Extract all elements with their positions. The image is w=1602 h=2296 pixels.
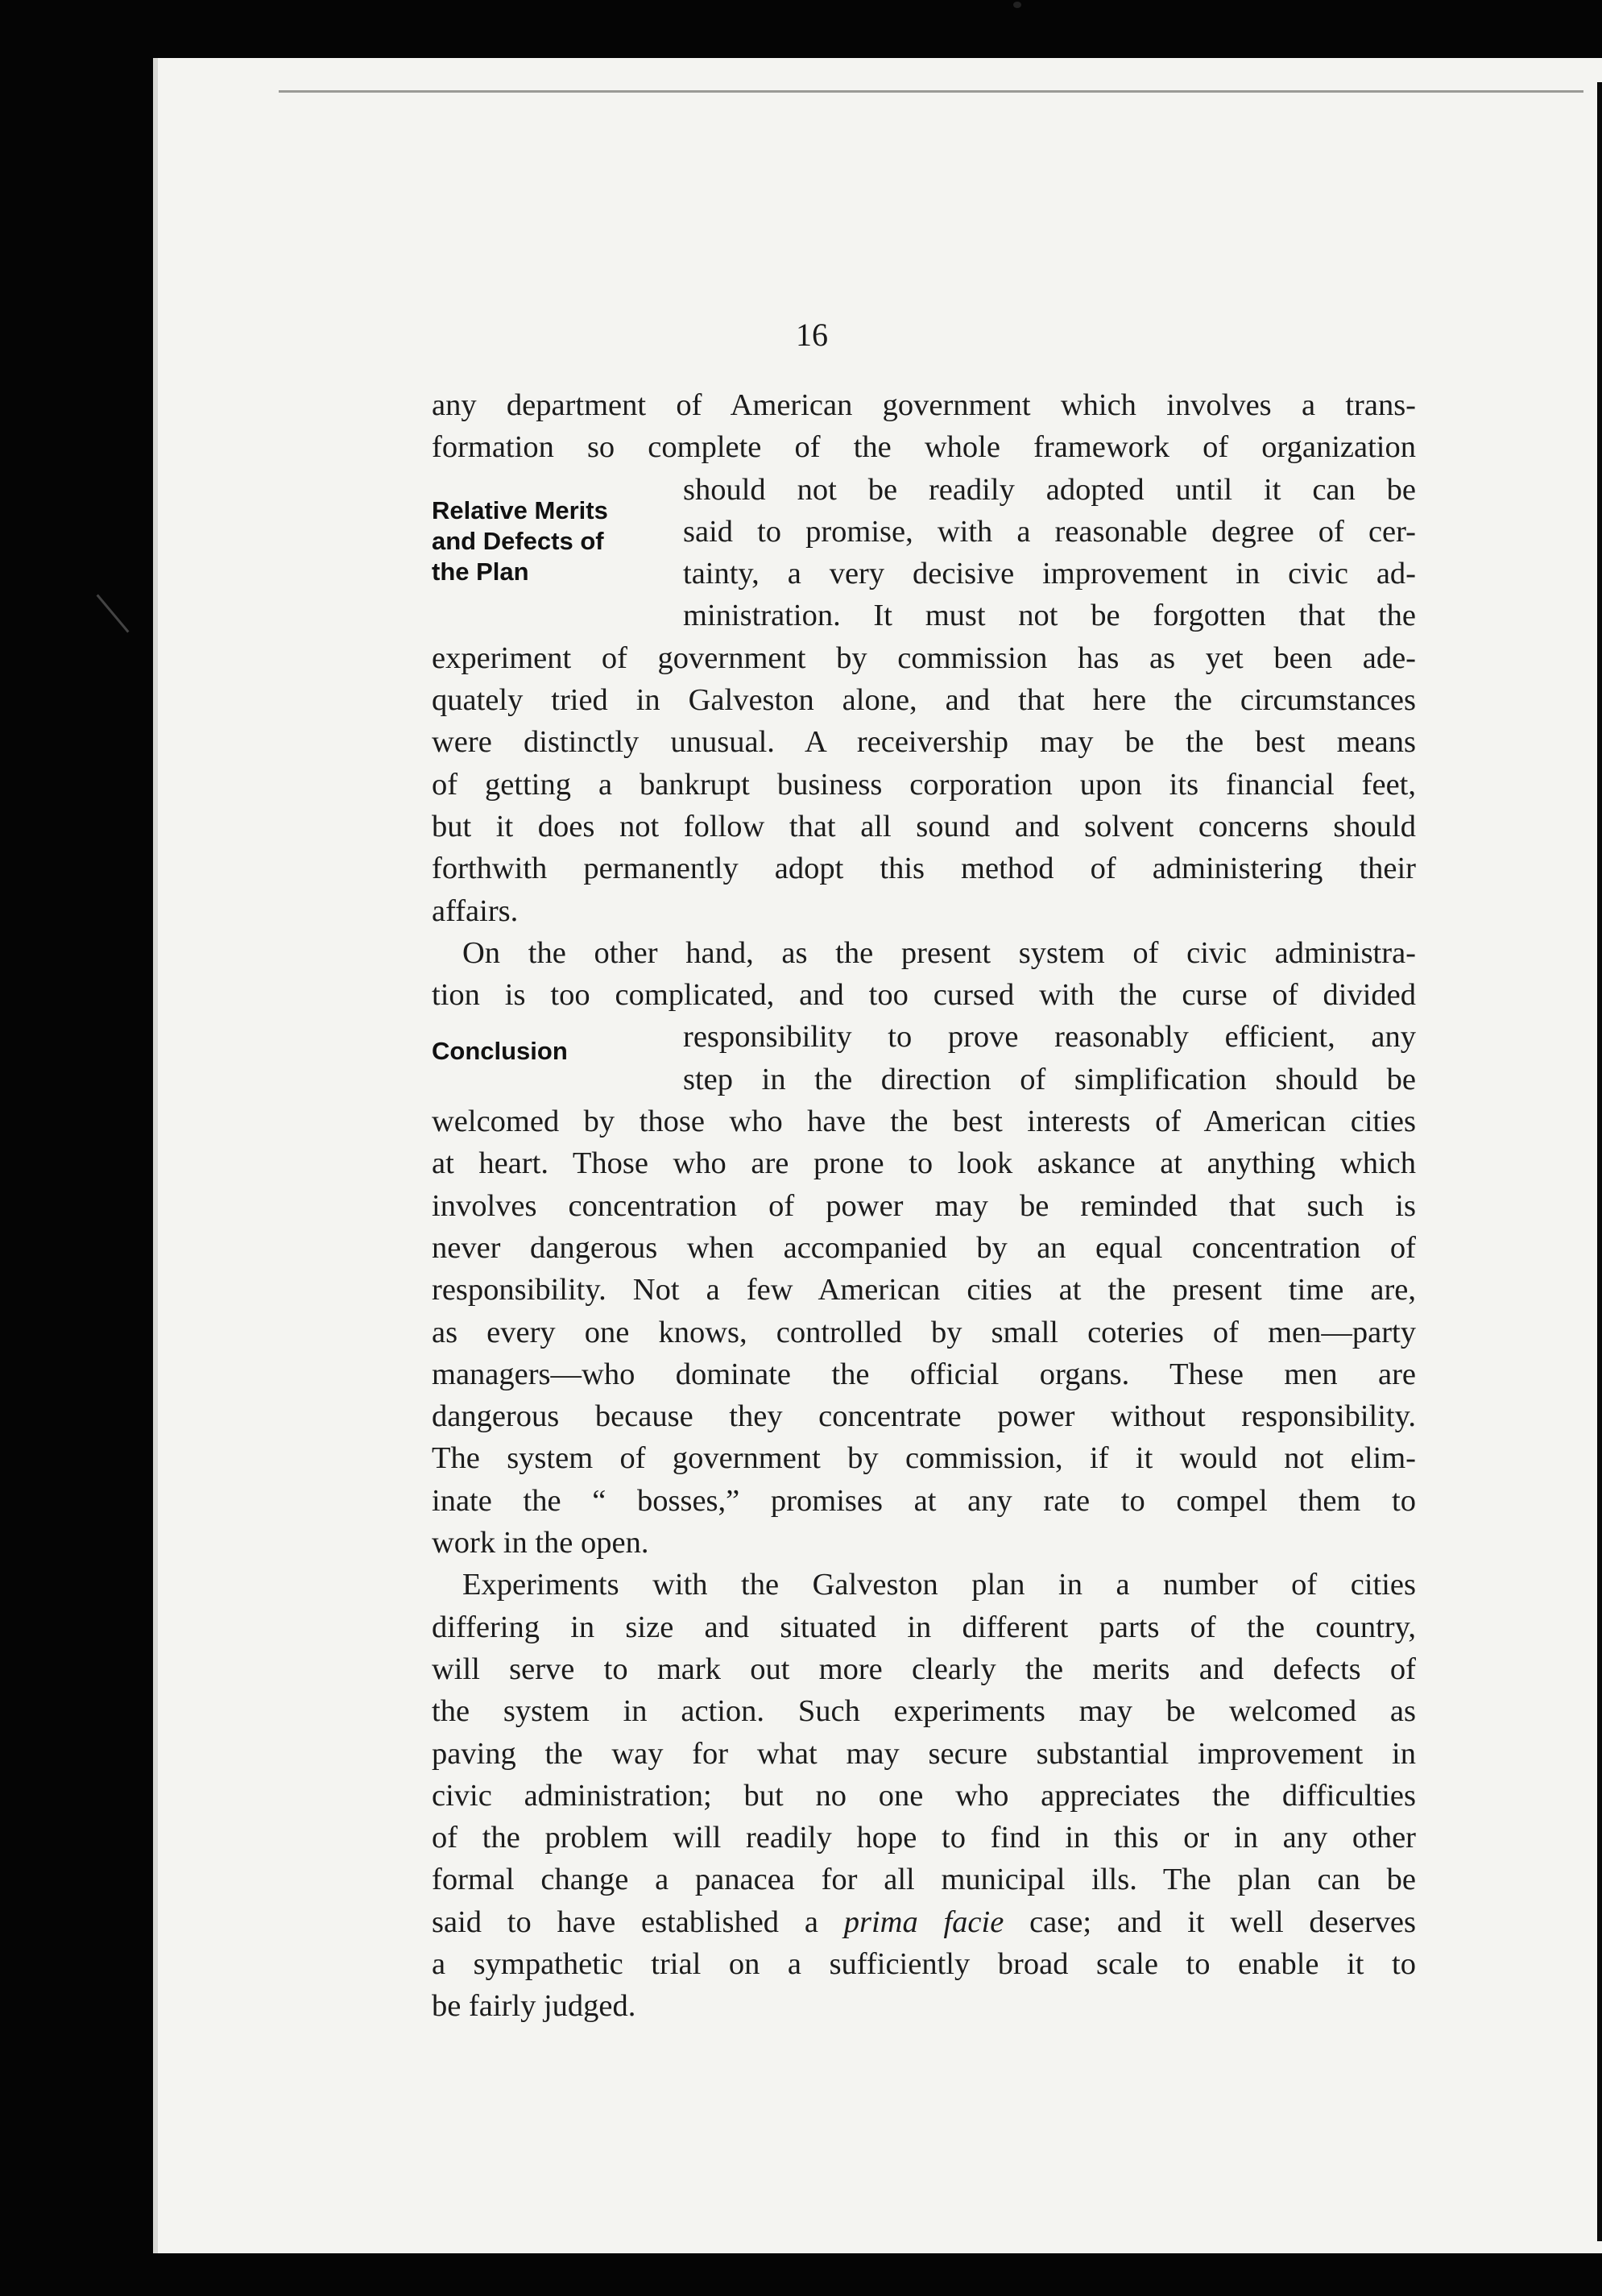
text-line: said to promise, with a reasonable degree of cer-	[683, 514, 1416, 549]
sidenote-line: the Plan	[432, 557, 529, 586]
text-line: but it does not follow that all sound and solvent concerns should	[432, 809, 1416, 843]
body-text	[432, 384, 1416, 2028]
text-line: responsibility to prove reasonably efficient, any	[683, 1020, 1416, 1055]
text-line: responsibility. Not a few American cities at the present time are,	[432, 1273, 1416, 1308]
paragraph-3	[432, 1564, 1416, 2027]
text-line: civic administration; but no one who appreciates the difficulties	[432, 1778, 1416, 1813]
text-line: will serve to mark out more clearly the merits and defects of	[432, 1652, 1416, 1686]
text-line: On the other hand, as the present system of civic administra-	[462, 935, 1416, 970]
text-line: formation so complete of the whole framework of organization	[432, 430, 1416, 465]
page-number: 16	[796, 317, 828, 353]
text-line: be fairly judged.	[432, 1989, 636, 2024]
text-line: as every one knows, controlled by small coteries of men—party	[432, 1315, 1416, 1349]
text-line: affairs.	[432, 893, 519, 928]
text-line: at heart. Those who are prone to look askance at anything which	[432, 1146, 1416, 1181]
top-rule	[279, 90, 1583, 93]
scan-speck	[97, 595, 130, 633]
text-run: case; and it well deserves	[1004, 1904, 1416, 1939]
sidenote-line: Relative Merits	[432, 496, 608, 524]
text-line: ministration. It must not be forgotten that the	[683, 599, 1416, 633]
text-line: The system of government by commission, if it would not elim-	[432, 1441, 1416, 1476]
sidenote-line: and Defects of	[432, 527, 604, 555]
text-line: differing in size and situated in different parts of the country,	[432, 1610, 1416, 1644]
paragraph-1	[432, 384, 1416, 932]
text-line: the system in action. Such experiments may be welcomed as	[432, 1694, 1416, 1729]
text-line: of getting a bankrupt business corporation upon its financial feet,	[432, 767, 1416, 802]
text-line: step in the direction of simplification should be	[683, 1062, 1416, 1096]
text-line: tainty, a very decisive improvement in civic ad-	[683, 557, 1416, 591]
text-line: never dangerous when accompanied by an equal concentration of	[432, 1230, 1416, 1265]
text-line: work in the open.	[432, 1526, 649, 1560]
text-line: Experiments with the Galveston plan in a number of cities	[462, 1568, 1416, 1602]
text-line: should not be readily adopted until it can be	[683, 472, 1416, 507]
text-line: dangerous because they concentrate power without responsibility.	[432, 1399, 1416, 1434]
text-line: any department of American government which involves a trans-	[432, 388, 1416, 422]
text-line: involves concentration of power may be reminded that such is	[432, 1188, 1416, 1223]
text-line: paving the way for what may secure substantial improvement in	[432, 1736, 1416, 1771]
text-line	[432, 1901, 1416, 1943]
text-line: quately tried in Galveston alone, and that here the circumstances	[432, 683, 1416, 718]
page-edge-shadow	[1597, 82, 1602, 2241]
text-line: formal change a panacea for all municipal ills. The plan can be	[432, 1863, 1416, 1897]
text-line: welcomed by those who have the best interests of American cities	[432, 1104, 1416, 1139]
text-run: said to have established a	[432, 1904, 844, 1939]
text-line: of the problem will readily hope to find in this or in any other	[432, 1821, 1416, 1855]
text-line: tion is too complicated, and too cursed with the curse of divided	[432, 978, 1416, 1013]
text-line: experiment of government by commission has as yet been ade-	[432, 640, 1416, 675]
sidenote-conclusion: Conclusion	[432, 1037, 568, 1065]
text-line: were distinctly unusual. A receivership may be the best means	[432, 725, 1416, 760]
italic-phrase: prima facie	[843, 1904, 1004, 1939]
text-line: managers—who dominate the official organs. These men are	[432, 1357, 1416, 1391]
text-line: inate the “ bosses,” promises at any rate to compel them to	[432, 1483, 1416, 1518]
text-line: a sympathetic trial on a sufficiently broad scale to enable it to	[432, 1946, 1416, 1981]
scan-speck	[1013, 2, 1021, 8]
text-line: forthwith permanently adopt this method of administering their	[432, 852, 1416, 886]
paragraph-2	[432, 932, 1416, 1564]
